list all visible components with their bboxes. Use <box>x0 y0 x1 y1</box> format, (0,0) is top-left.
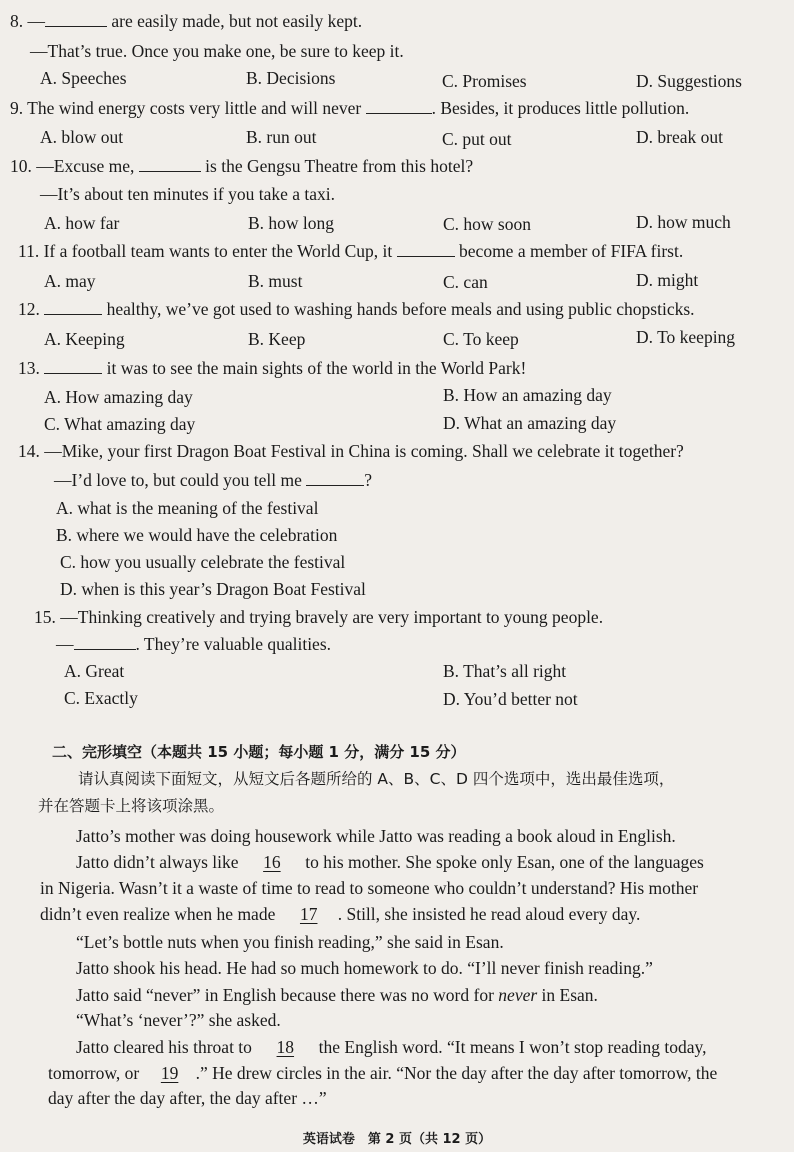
blank-17: 17 <box>299 904 318 924</box>
option-b: B. Keep <box>248 329 306 349</box>
option-d: D. To keeping <box>636 327 736 347</box>
option-b: B. How an amazing day <box>443 385 612 405</box>
answer-blank <box>139 156 201 172</box>
option-c: C. how soon <box>443 214 531 234</box>
option-c: C. What amazing day <box>44 414 196 434</box>
question-8-stem: 8. — are easily made, but not easily kept. <box>10 11 363 31</box>
blank-18: 18 <box>276 1037 295 1057</box>
blank-16: 16 <box>263 852 281 872</box>
option-c: C. Exactly <box>64 688 138 708</box>
option-b: B. must <box>248 271 303 291</box>
option-b: B. run out <box>246 127 317 147</box>
option-b: B. how long <box>248 213 335 233</box>
question-10-stem: 10. —Excuse me, is the Gengsu Theatre from this hotel? <box>10 156 474 176</box>
option-a: A. may <box>44 271 96 291</box>
page-footer: 英语试卷 第 2 页（共 12 页） <box>302 1132 492 1147</box>
passage-line: didn’t even realize when he made 17 . Still, she insisted he read aloud every day. <box>40 904 641 924</box>
passage-paragraph: Jatto said “never” in English because there was no word for never in Esan. <box>76 985 598 1005</box>
option-a: A. Speeches <box>40 68 127 88</box>
answer-blank <box>306 470 364 486</box>
passage-paragraph: Jatto didn’t always like 16 to his mother. She spoke only Esan, one of the languages <box>76 852 704 872</box>
option-c: C. put out <box>442 129 512 149</box>
option-c: C. how you usually celebrate the festival <box>60 552 346 572</box>
option-d: D. Suggestions <box>636 71 742 91</box>
question-15-reply: — . They’re valuable qualities. <box>56 634 332 654</box>
question-13-stem: 13. it was to see the main sights of the world in the World Park! <box>18 358 527 378</box>
option-c: C. Promises <box>442 71 527 91</box>
option-d: D. You’d better not <box>443 689 578 709</box>
question-14-reply: —I’d love to, but could you tell me ? <box>54 470 373 490</box>
question-15-stem: 15. —Thinking creatively and trying bravely are very important to young people. <box>34 607 604 627</box>
passage-line: day after the day after, the day after …” <box>48 1088 327 1108</box>
option-d: D. What an amazing day <box>443 413 617 433</box>
option-b: B. Decisions <box>246 68 336 88</box>
passage-paragraph: Jatto shook his head. He had so much homework to do. “I’ll never finish reading.” <box>76 958 653 978</box>
question-11-stem: 11. If a football team wants to enter the World Cup, it become a member of FIFA first. <box>18 241 684 261</box>
section-heading: 二、完形填空（本题共 15 小题；每小题 1 分，满分 15 分） <box>52 743 466 761</box>
passage-line: tomorrow, or 19 .” He drew circles in the air. “Nor the day after the day after tomorrow, the <box>48 1063 718 1083</box>
answer-blank <box>366 98 432 114</box>
option-b: B. That’s all right <box>443 661 567 681</box>
option-c: C. To keep <box>443 329 519 349</box>
question-9-stem: 9. The wind energy costs very little and will never . Besides, it produces little pollution. <box>10 98 690 118</box>
option-a: A. Keeping <box>44 329 125 349</box>
option-c: C. can <box>443 272 488 292</box>
answer-blank <box>44 358 102 374</box>
question-8-reply: —That’s true. Once you make one, be sure to keep it. <box>30 41 404 61</box>
option-d: D. when is this year’s Dragon Boat Festival <box>60 579 366 599</box>
blank-19: 19 <box>160 1063 179 1083</box>
option-d: D. might <box>636 270 699 290</box>
answer-blank <box>397 241 455 257</box>
option-a: A. How amazing day <box>44 387 193 407</box>
passage-line: in Nigeria. Wasn’t it a waste of time to read to someone who couldn’t understand? His mother <box>40 878 699 898</box>
section-instruction: 并在答题卡上将该项涂黑。 <box>38 797 225 815</box>
passage-paragraph: “What’s ‘never’?” she asked. <box>76 1010 281 1030</box>
answer-blank <box>45 11 107 27</box>
option-d: D. break out <box>636 127 723 147</box>
passage-paragraph: “Let’s bottle nuts when you finish reading,” she said in Esan. <box>76 932 504 952</box>
option-a: A. Great <box>64 661 125 681</box>
answer-blank <box>74 634 136 650</box>
answer-blank <box>44 299 102 315</box>
passage-paragraph: Jatto cleared his throat to 18 the English word. “It means I won’t stop reading today, <box>76 1037 707 1057</box>
option-b: B. where we would have the celebration <box>56 525 338 545</box>
option-a: A. what is the meaning of the festival <box>56 498 319 518</box>
question-14-stem: 14. —Mike, your first Dragon Boat Festival in China is coming. Shall we celebrate it together? <box>18 441 684 461</box>
question-10-reply: —It’s about ten minutes if you take a taxi. <box>40 184 336 204</box>
option-a: A. how far <box>44 213 120 233</box>
option-d: D. how much <box>636 212 731 232</box>
section-instruction: 请认真阅读下面短文，从短文后各题所给的 A、B、C、D 四个选项中，选出最佳选项， <box>78 770 675 788</box>
passage-paragraph: Jatto’s mother was doing housework while Jatto was reading a book aloud in English. <box>76 826 676 846</box>
question-12-stem: 12. healthy, we’ve got used to washing hands before meals and using public chopsticks. <box>18 299 695 319</box>
option-a: A. blow out <box>40 127 124 147</box>
